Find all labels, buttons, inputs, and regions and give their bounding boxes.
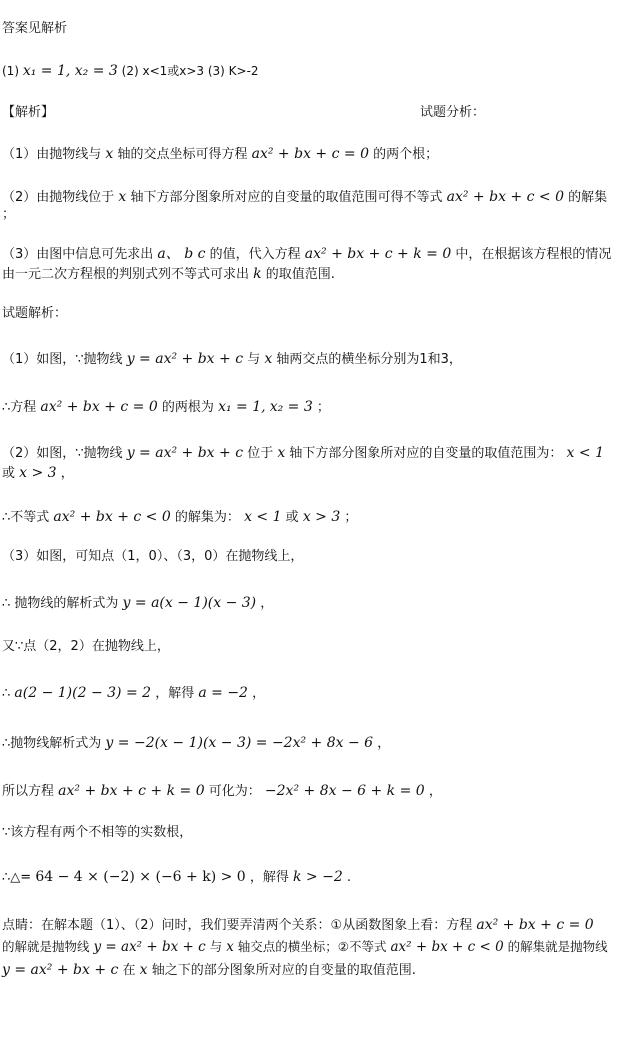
- solution-s3h: ∴△= 64 − 4 × (−2) × (−6 + k) > 0 ，解得 k > −2 .: [2, 869, 352, 885]
- answer-p1-label: (1): [2, 64, 19, 78]
- solution-s3e: ∴抛物线解析式为 y = −2(x − 1)(x − 3) = −2x² + 8x − 6 ，: [2, 735, 391, 751]
- analysis-p1: （1）由抛物线与 x 轴的交点坐标可得方程 ax² + bx + c = 0 的两个根；: [2, 146, 439, 162]
- comment-line2: 的解就是抛物线 y = ax² + bx + c 与 x 轴交点的横坐标；②不等式 ax² + bx + c < 0 的解集就是抛物线: [2, 939, 608, 955]
- answer-rest: (2) x<1或x>3 (3) K>-2: [121, 64, 259, 78]
- solution-s3b: ∴ 抛物线的解析式为 y = a(x − 1)(x − 3) ，: [2, 595, 274, 611]
- solution-s3g: ∵该方程有两个不相等的实数根，: [2, 825, 193, 840]
- answer-summary: [2, 62, 259, 80]
- solution-s3a: （3）如图，可知点（1，0）、（3，0）在抛物线上，: [2, 549, 304, 564]
- solution-title: 试题解析：: [2, 306, 68, 321]
- solution-s2b: 或 x > 3 ，: [2, 465, 74, 481]
- analysis-label: 【解析】: [2, 105, 55, 120]
- answer-header: 答案见解析: [2, 21, 68, 36]
- comment-line1: 点睛：在解本题（1）、（2）问时，我们要弄清两个关系：①从函数图象上看：方程 ax² + bx + c = 0: [2, 917, 594, 933]
- solution-s3d: ∴ a(2 − 1)(2 − 3) = 2 ，解得 a = −2 ，: [2, 685, 266, 701]
- comment-line3: y = ax² + bx + c 在 x 轴之下的部分图象所对应的自变量的取值范围.: [2, 962, 416, 978]
- solution-s3c: 又∵点（2，2）在抛物线上，: [2, 639, 170, 654]
- answer-p1-math: x₁ = 1, x₂ = 3: [22, 63, 118, 79]
- analysis-title: 试题分析：: [420, 105, 486, 120]
- analysis-p2: （2）由抛物线位于 x 轴下方部分图象所对应的自变量的取值范围可得不等式 ax² + bx + c < 0 的解集: [2, 189, 608, 205]
- analysis-p3-line2: 由一元二次方程根的判别式列不等式可求出 k 的取值范围.: [2, 266, 335, 282]
- solution-s2c: ∴不等式 ax² + bx + c < 0 的解集为： x < 1 或 x > 3 ；: [2, 509, 358, 525]
- solution-s2a: （2）如图，∵抛物线 y = ax² + bx + c 位于 x 轴下方部分图象所对应的自变量的取值范围为： x < 1: [2, 445, 604, 461]
- solution-s1b: ∴方程 ax² + bx + c = 0 的两根为 x₁ = 1, x₂ = 3 ；: [2, 399, 330, 415]
- solution-s1a: （1）如图，∵抛物线 y = ax² + bx + c 与 x 轴两交点的横坐标分别为1和3，: [2, 351, 462, 367]
- analysis-p3-line1: （3）由图中信息可先求出 a、 b c 的值，代入方程 ax² + bx + c + k = 0 中，在根据该方程根的情况: [2, 246, 612, 262]
- solution-s3f: 所以方程 ax² + bx + c + k = 0 可化为： −2x² + 8x − 6 + k = 0 ，: [2, 783, 442, 799]
- analysis-p2-end: ；: [2, 207, 16, 222]
